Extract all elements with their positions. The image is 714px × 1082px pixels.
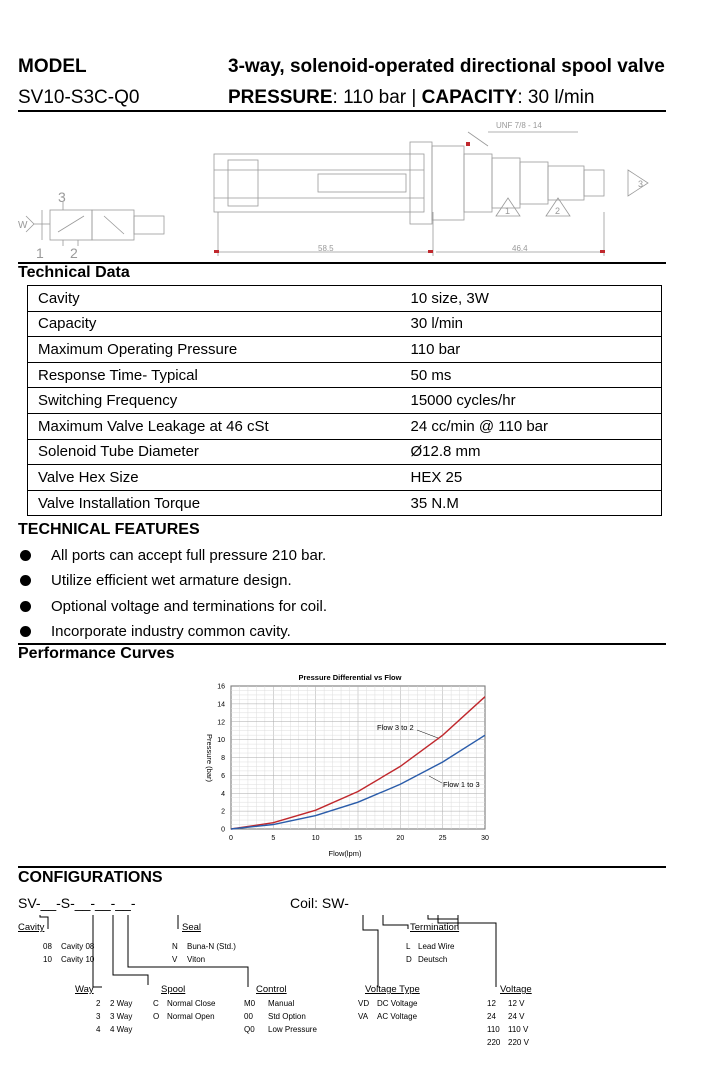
features-title: TECHNICAL FEATURES bbox=[18, 521, 200, 538]
config-option-code: 220 bbox=[487, 1038, 501, 1047]
config-option-text: Normal Close bbox=[167, 999, 216, 1008]
performance-title: Performance Curves bbox=[18, 645, 175, 662]
config-option-text: 110 V bbox=[508, 1025, 529, 1034]
config-option-text: Cavity 08 bbox=[61, 942, 95, 951]
config-option-code: O bbox=[153, 1012, 160, 1021]
techdata-value: 50 ms bbox=[401, 362, 662, 388]
config-option-text: Lead Wire bbox=[418, 942, 455, 951]
drawing-port-2: 2 bbox=[555, 206, 561, 216]
techdata-label: Cavity bbox=[28, 286, 401, 312]
techdata-value: Ø12.8 mm bbox=[401, 439, 662, 465]
config-option-text: Buna-N (Std.) bbox=[187, 942, 236, 951]
solenoid-box bbox=[134, 216, 164, 234]
techdata-label: Valve Installation Torque bbox=[28, 490, 401, 516]
bullet-icon bbox=[20, 550, 31, 561]
x-tick-label: 15 bbox=[354, 835, 362, 842]
feature-item bbox=[20, 594, 327, 619]
config-option-code: 110 bbox=[487, 1025, 500, 1034]
config-option-text: 12 V bbox=[508, 999, 525, 1008]
techdata-value: 24 cc/min @ 110 bar bbox=[401, 413, 662, 439]
symbol-w: W bbox=[18, 220, 28, 231]
config-cavity-label: Cavity bbox=[18, 922, 45, 933]
config-seal-label: Seal bbox=[182, 922, 202, 933]
series-label-1: Flow 3 to 2 bbox=[377, 723, 414, 732]
symbol-box-right bbox=[92, 210, 134, 240]
techdata-value: HEX 25 bbox=[401, 465, 662, 491]
techdata-value: 15000 cycles/hr bbox=[401, 388, 662, 414]
techdata-title: Technical Data bbox=[18, 264, 130, 281]
y-tick-label: 0 bbox=[221, 826, 225, 834]
config-way-label: Way bbox=[75, 984, 94, 995]
dim-left: 58.5 bbox=[318, 244, 334, 253]
y-tick-label: 14 bbox=[217, 701, 225, 709]
config-option-code: 2 bbox=[96, 999, 101, 1008]
coil-code: Coil: SW- bbox=[290, 895, 349, 911]
config-option-code: 24 bbox=[487, 1012, 496, 1021]
symbol-port-1: 1 bbox=[36, 245, 44, 260]
config-option-text: Manual bbox=[268, 999, 295, 1008]
config-option-text: Normal Open bbox=[167, 1012, 215, 1021]
x-tick-label: 5 bbox=[271, 835, 276, 842]
y-tick-label: 2 bbox=[221, 808, 225, 816]
config-option-text: 4 Way bbox=[110, 1025, 133, 1034]
techdata-row bbox=[28, 337, 662, 363]
techdata-row bbox=[28, 439, 662, 465]
techdata-table bbox=[27, 285, 662, 516]
dim-right: 46.4 bbox=[512, 244, 528, 253]
drawing-port-3: 3 bbox=[638, 179, 644, 189]
config-control-label: Control bbox=[256, 984, 287, 995]
config-option-code: 4 bbox=[96, 1025, 101, 1034]
features-list bbox=[20, 543, 327, 644]
techdata-row bbox=[28, 311, 662, 337]
techdata-label: Valve Hex Size bbox=[28, 465, 401, 491]
y-tick-label: 10 bbox=[217, 737, 225, 745]
config-option-code: 3 bbox=[96, 1012, 101, 1021]
feature-text: Utilize efficient wet armature design. bbox=[51, 572, 292, 590]
config-option-code: VA bbox=[358, 1012, 369, 1021]
valve-code: SV-__-S-__-__-__- bbox=[18, 895, 136, 911]
techdata-row bbox=[28, 388, 662, 414]
x-tick-label: 30 bbox=[481, 835, 489, 842]
chart-title: Pressure Differential vs Flow bbox=[298, 673, 402, 682]
config-option-text: Low Pressure bbox=[268, 1025, 317, 1034]
config-spool-label: Spool bbox=[161, 984, 186, 995]
config-option-text: 220 V bbox=[508, 1038, 529, 1047]
techdata-label: Solenoid Tube Diameter bbox=[28, 439, 401, 465]
y-tick-label: 16 bbox=[217, 683, 225, 691]
config-option-code: D bbox=[406, 955, 412, 964]
x-tick-label: 0 bbox=[229, 835, 233, 842]
symbol-port-2: 2 bbox=[70, 245, 78, 260]
feature-item bbox=[20, 619, 327, 644]
chart-xlabel: Flow(lpm) bbox=[328, 849, 362, 858]
techdata-row bbox=[28, 413, 662, 439]
config-title: CONFIGURATIONS bbox=[18, 869, 163, 886]
config-option-code: 08 bbox=[43, 942, 52, 951]
pressure-flow-chart bbox=[195, 670, 500, 862]
feature-text: All ports can accept full pressure 210 bar. bbox=[51, 547, 327, 565]
capacity-value: : 30 l/min bbox=[517, 87, 595, 108]
series-label-leader-2 bbox=[429, 776, 442, 783]
config-option-text: Cavity 10 bbox=[61, 955, 95, 964]
config-rule bbox=[18, 866, 666, 868]
config-option-code: 00 bbox=[244, 1012, 253, 1021]
config-option-code: 12 bbox=[487, 999, 496, 1008]
pressure-capacity-line bbox=[228, 87, 594, 109]
config-option-code: M0 bbox=[244, 999, 256, 1008]
config-option-text: Deutsch bbox=[418, 955, 448, 964]
config-option-code: V bbox=[172, 955, 178, 964]
feature-item bbox=[20, 543, 327, 568]
techdata-label: Maximum Operating Pressure bbox=[28, 337, 401, 363]
techdata-label: Switching Frequency bbox=[28, 388, 401, 414]
model-label: MODEL bbox=[18, 56, 87, 77]
techdata-value: 30 l/min bbox=[401, 311, 662, 337]
techdata-row bbox=[28, 465, 662, 491]
config-option-text: 3 Way bbox=[110, 1012, 133, 1021]
config-option-text: AC Voltage bbox=[377, 1012, 418, 1021]
bullet-icon bbox=[20, 575, 31, 586]
symbol-box-left bbox=[50, 210, 92, 240]
techdata-value: 35 N.M bbox=[401, 490, 662, 516]
drawing-port-1: 1 bbox=[505, 206, 511, 216]
chart-ylabel: Pressure (bar) bbox=[205, 734, 214, 782]
y-tick-label: 8 bbox=[221, 755, 225, 762]
y-tick-label: 12 bbox=[217, 719, 225, 727]
config-voltage-label: Voltage bbox=[500, 984, 532, 995]
techdata-row bbox=[28, 286, 662, 312]
techdata-label: Maximum Valve Leakage at 46 cSt bbox=[28, 413, 401, 439]
series-label-leader-1 bbox=[417, 730, 438, 738]
config-option-text: 24 V bbox=[508, 1012, 525, 1021]
x-tick-label: 20 bbox=[396, 835, 405, 842]
techdata-label: Capacity bbox=[28, 311, 401, 337]
techdata-row bbox=[28, 490, 662, 516]
config-option-code: L bbox=[406, 942, 411, 951]
techdata-value: 110 bar bbox=[401, 337, 662, 363]
config-voltage-type-label: Voltage Type bbox=[365, 984, 420, 995]
x-tick-label: 10 bbox=[311, 835, 320, 842]
bullet-icon bbox=[20, 626, 31, 637]
config-option-text: Std Option bbox=[268, 1012, 306, 1021]
config-option-code: Q0 bbox=[244, 1025, 255, 1034]
symbol-port-3: 3 bbox=[58, 189, 66, 205]
feature-text: Incorporate industry common cavity. bbox=[51, 623, 291, 641]
config-connector-lines bbox=[18, 905, 558, 1005]
techdata-label: Response Time- Typical bbox=[28, 362, 401, 388]
techdata-row bbox=[28, 362, 662, 388]
feature-text: Optional voltage and terminations for coil. bbox=[51, 597, 327, 615]
config-option-text: DC Voltage bbox=[377, 999, 418, 1008]
config-option-text: 2 Way bbox=[110, 999, 133, 1008]
bullet-icon bbox=[20, 601, 31, 612]
thread-label: UNF 7/8 - 14 bbox=[496, 121, 542, 130]
series-label-2: Flow 1 to 3 bbox=[443, 780, 480, 789]
techdata-value: 10 size, 3W bbox=[401, 286, 662, 312]
config-termination-label: Termination bbox=[410, 922, 460, 933]
valve-drawing bbox=[18, 112, 666, 260]
config-option-code: 10 bbox=[43, 955, 52, 964]
x-tick-label: 25 bbox=[438, 835, 447, 842]
config-option-code: VD bbox=[358, 999, 370, 1008]
valve-title: 3-way, solenoid-operated directional spool valve bbox=[228, 56, 665, 77]
pressure-value: : 110 bar | bbox=[332, 87, 422, 108]
feature-item bbox=[20, 568, 327, 593]
model-code: SV10-S3C-Q0 bbox=[18, 87, 140, 108]
config-option-code: N bbox=[172, 942, 178, 951]
y-tick-label: 4 bbox=[221, 790, 225, 798]
capacity-label: CAPACITY bbox=[421, 87, 518, 108]
config-option-text: Viton bbox=[187, 955, 206, 964]
config-option-code: C bbox=[153, 999, 159, 1008]
pressure-label: PRESSURE bbox=[228, 87, 333, 108]
y-tick-label: 6 bbox=[221, 772, 225, 780]
